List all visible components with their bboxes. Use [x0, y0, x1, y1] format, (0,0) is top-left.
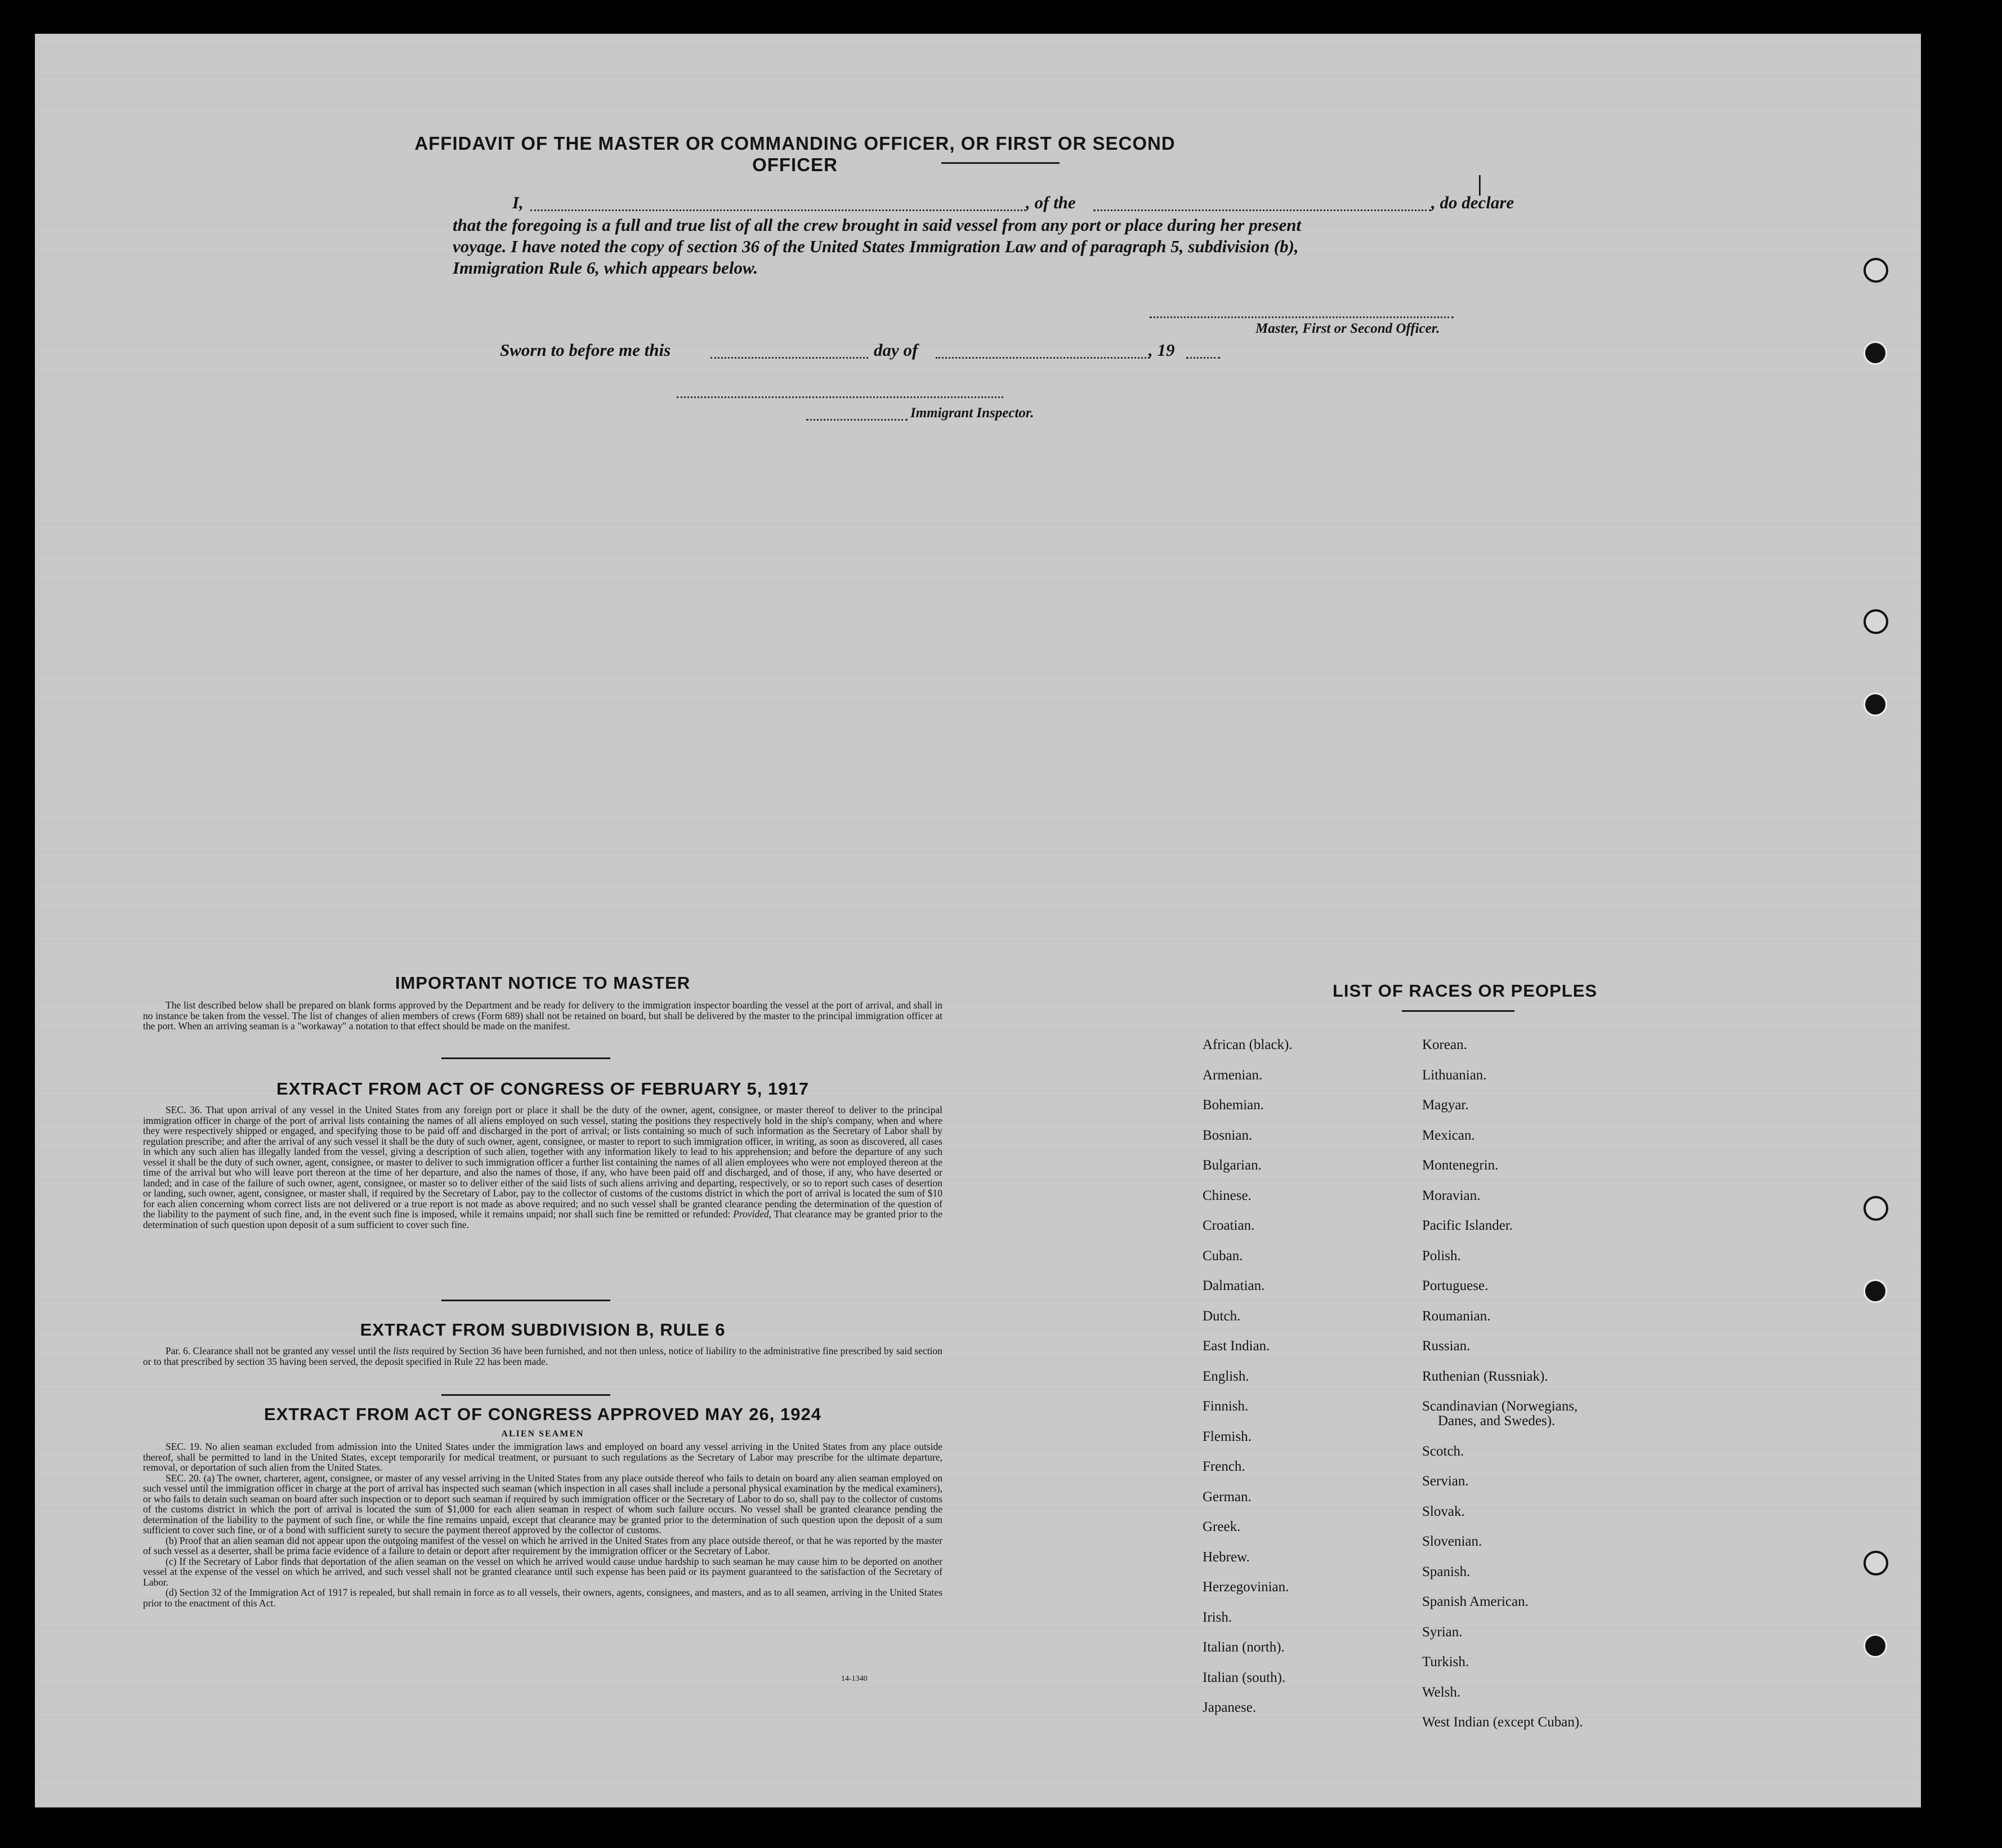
sworn-day-blank[interactable] [710, 357, 868, 359]
race-item: Greek. [1203, 1519, 1241, 1534]
race-item: Lithuanian. [1422, 1067, 1487, 1083]
race-item: Dutch. [1203, 1308, 1241, 1324]
race-item: Welsh. [1422, 1684, 1461, 1700]
races-title-rule [1402, 1010, 1514, 1012]
race-item: Irish. [1203, 1609, 1232, 1625]
punch-hole [1864, 258, 1888, 283]
inspector-signature-blank[interactable] [677, 396, 1003, 398]
race-item: Montenegrin. [1422, 1158, 1499, 1173]
race-item: Portuguese. [1422, 1278, 1489, 1293]
affidavit-line-2: voyage. I have noted the copy of section 36 of the United States Immigration Law and of paragraph 5, subdivision (b), [453, 236, 1299, 256]
race-item: Roumanian. [1422, 1308, 1491, 1324]
sworn-year-blank[interactable] [1186, 357, 1220, 359]
form-number: 14-1340 [841, 1675, 868, 1683]
alien-seamen-subtitle: ALIEN SEAMEN [501, 1429, 584, 1439]
sworn-label: Sworn to before me this [500, 340, 671, 360]
extract-1917-title: EXTRACT FROM ACT OF CONGRESS OF FEBRUARY 5, 1917 [276, 1079, 809, 1099]
extract-1917-text [143, 1105, 942, 1230]
race-item: Hebrew. [1203, 1549, 1250, 1565]
inspector-label: Immigrant Inspector. [910, 405, 1034, 421]
race-item: Scandinavian (Norwegians, [1422, 1399, 1578, 1414]
race-item: East Indian. [1203, 1338, 1270, 1354]
race-item: Bosnian. [1203, 1127, 1253, 1143]
punch-hole [1864, 693, 1887, 716]
rule-6-before: Par. 6. Clearance shall not be granted any vessel until the [166, 1345, 391, 1356]
race-item: Bulgarian. [1203, 1158, 1262, 1173]
rule-6-text [143, 1346, 942, 1367]
race-item: Polish. [1422, 1248, 1461, 1264]
manifest-page [35, 34, 1921, 1807]
sec-36-text: SEC. 36. That upon arrival of any vessel in the United States from any foreign port or place it shall be the duty of the owner, agent, consignee, or master thereof to deliver to the principal immigration officer in charge of the port of arrival lists containing the names of all aliens employed on such vessel, stating the positions they respectively hold in the ship's company, when and where they were respectively shipped or engaged, and specifying those to be paid off and discharged in the port of arrival; or lists containing so much of such information as the Secretary of Labor shall by regulation prescribe; and after the arrival of any such vessel it shall be the duty of such owner, agent, consignee, or master to report to such immigration officer, in writing, as soon as discovered, all cases in which any such alien has illegally landed from the vessel, giving a description of such alien, together with any information likely to lead to his apprehension; and before the departure of any such vessel it shall be the duty of such owner, agent, consignee, or master to deliver to such immigration officer a further list containing the names of all alien employees who were not employed thereon at the time of the arrival but who will leave port thereon at the time of her departure, and also the names of those, if any, who have been paid off and discharged, and of those, if any, who have deserted or landed; and in case of the failure of such owner, agent, consignee, or master so to deliver either of the said lists of such aliens arriving and departing, respectively, or so to report such cases of desertion or landing, such owner, agent, consignee, or master shall, if required by the Secretary of Labor, pay to the collector of customs of the customs district in which the port of arrival is located the sum of $10 for each alien concerning whom correct lists are not delivered or a true report is not made as above required; and no such vessel shall be granted clearance pending the determination of the question of the liability to the payment of such fine, and, in the event such fine is imposed, while it remains unpaid; nor shall such fine be remitted or refunded: [143, 1104, 942, 1220]
race-item: Flemish. [1203, 1429, 1252, 1444]
affidavit-title: AFFIDAVIT OF THE MASTER OR COMMANDING OFFICER, OR FIRST OR SECOND OFFICER [414, 133, 1176, 175]
proviso-word: Provided, [733, 1208, 772, 1220]
race-item: Russian. [1422, 1338, 1471, 1354]
race-item: Italian (south). [1203, 1670, 1286, 1685]
sworn-year-prefix: , 19 [1149, 340, 1175, 360]
race-item: West Indian (except Cuban). [1422, 1715, 1583, 1730]
race-item: Slovenian. [1422, 1534, 1482, 1549]
race-item: Cuban. [1203, 1248, 1243, 1264]
punch-hole [1864, 1279, 1887, 1303]
race-item: Japanese. [1203, 1700, 1257, 1715]
race-item: Mexican. [1422, 1127, 1475, 1143]
affidavit-title-rule [941, 162, 1060, 164]
race-item: Croatian. [1203, 1218, 1255, 1233]
notice-paragraph: The list described below shall be prepared on blank forms approved by the Department and be ready for delivery to the immigration inspector boarding the vessel at the port of arrival, and shall in no instance be taken from the vessel. The list of changes of alien members of crews (Form 689) shall not be retained on board, but shall be delivered by the master to the principal immigration officer at the port. When an arriving seaman is a "workaway" a notation to that effect should be made on the manifest. [143, 999, 942, 1032]
rule-6-title: EXTRACT FROM SUBDIVISION B, RULE 6 [360, 1320, 726, 1340]
notice-text [143, 1000, 942, 1032]
punch-hole [1864, 609, 1888, 634]
affidavit-line-3: Immigration Rule 6, which appears below. [453, 258, 758, 278]
race-item: German. [1203, 1489, 1252, 1505]
race-item: Spanish. [1422, 1564, 1471, 1579]
race-item: Herzegovinian. [1203, 1579, 1289, 1595]
race-item: Servian. [1422, 1474, 1469, 1489]
race-item: Ruthenian (Russniak). [1422, 1368, 1548, 1384]
sec-20d-text: (d) Section 32 of the Immigration Act of 1917 is repealed, but shall remain in force as to all vessels, their owners, agents, consignees, and masters, and as to all seamen, arriving in the United States prior to the enactment of this Act. [143, 1587, 942, 1609]
sec-20b-text: (b) Proof that an alien seaman did not appear upon the outgoing manifest of the vessel on which he arrived in the United States from any place outside thereof, or that he was reported by the master of such vessel as a deserter, shall be prima facie evidence of a failure to detain or deport after requirement by the immigration officer or the Secretary of Labor. [143, 1534, 942, 1556]
race-item: Spanish American. [1422, 1594, 1529, 1609]
affidavit-i-label: I, [512, 193, 524, 212]
inspector-name-blank[interactable] [806, 419, 908, 421]
race-item: Korean. [1422, 1037, 1467, 1052]
affidavit-name-blank[interactable] [530, 209, 1026, 211]
punch-hole [1864, 1634, 1887, 1658]
sworn-month-blank[interactable] [936, 357, 1150, 359]
punch-hole [1864, 1196, 1888, 1221]
race-item: Bohemian. [1203, 1097, 1264, 1113]
punch-hole [1864, 341, 1887, 365]
race-item: Moravian. [1422, 1188, 1481, 1203]
race-item: Syrian. [1422, 1624, 1463, 1640]
sec-20a-text: SEC. 20. (a) The owner, charterer, agent, consignee, or master of any vessel arriving in the United States from any place outside thereof who fails to detain on board any alien seaman employed on such vessel until the immigration officer in charge at the port of arrival has inspected such seaman (which inspection in all cases shall include a personal physical examination by the medical examiners), or who fails to detain such seaman on board after such inspection or to deport such seaman if required by such immigration officer or the Secretary of Labor to do so, shall pay to the collector of customs of the customs district in which the port of arrival is located the sum of $1,000 for each alien seaman in respect of whom such failure occurs. No vessel shall be granted clearance pending the determination of the liability to the payment of such fine, or while the fine remains unpaid, except that clearance may be granted prior to the determination of such question upon the deposit of a sum sufficient to cover such fine, or of a bond with sufficient surety to secure the payment thereof approved by the collector of customs. [143, 1472, 942, 1535]
sec-19-text: SEC. 19. No alien seaman excluded from admission into the United States under the immigration laws and employed on board any vessel arriving in the United States from any place outside thereof, shall be permitted to land in the United States, except temporarily for medical treatment, or pursuant to such regulations as the Secretary of Labor may prescribe for the ultimate departure, removal, or deportation of such alien from the United States. [143, 1441, 942, 1473]
race-item: English. [1203, 1368, 1249, 1384]
race-item: Slovak. [1422, 1503, 1465, 1519]
master-signature-blank[interactable] [1150, 316, 1454, 318]
race-item: Armenian. [1203, 1067, 1263, 1083]
race-item: Magyar. [1422, 1097, 1469, 1113]
race-item: French. [1203, 1459, 1245, 1474]
race-item: Dalmatian. [1203, 1278, 1265, 1293]
races-title: LIST OF RACES OR PEOPLES [1332, 981, 1598, 1001]
race-item: African (black). [1203, 1037, 1293, 1052]
affidavit-do-declare: , do declare [1431, 193, 1514, 212]
proviso-text: That clearance may be granted prior to the determination of such question upon deposit of a sum sufficient to cover such fine. [143, 1208, 942, 1230]
affidavit-vessel-blank[interactable] [1093, 209, 1431, 211]
notice-title: IMPORTANT NOTICE TO MASTER [395, 973, 691, 993]
race-item: Chinese. [1203, 1188, 1252, 1203]
notice-rule [441, 1057, 610, 1059]
sworn-day-of: day of [874, 340, 918, 360]
affidavit-line-1: that the foregoing is a full and true list of all the crew brought in said vessel from any port or place during her present [453, 215, 1302, 235]
race-item: Turkish. [1422, 1654, 1469, 1670]
punch-hole [1864, 1551, 1888, 1575]
rule-6-lists: lists [393, 1345, 409, 1356]
race-item: Italian (north). [1203, 1640, 1285, 1655]
race-item: Pacific Islander. [1422, 1218, 1513, 1233]
margin-mark: | [1477, 171, 1482, 196]
extract-1917-rule [441, 1300, 610, 1301]
rule-6-rule [441, 1394, 610, 1396]
affidavit-of-the: , of the [1026, 193, 1076, 212]
extract-1924-text [143, 1441, 942, 1608]
sec-20c-text: (c) If the Secretary of Labor finds that deportation of the alien seaman on the vessel on which he arrived would cause undue hardship to such seaman he may cause him to be deported on another vessel at the expense of the vessel on which he arrived, and such vessel shall not be granted clearance until such expense has been paid or its payment guaranteed to the satisfaction of the Secretary of Labor. [143, 1555, 942, 1588]
race-item: Scotch. [1422, 1443, 1464, 1459]
master-signature-label: Master, First or Second Officer. [1255, 321, 1440, 336]
extract-1924-title: EXTRACT FROM ACT OF CONGRESS APPROVED MAY 26, 1924 [264, 1404, 821, 1424]
race-item: Finnish. [1203, 1399, 1249, 1414]
race-item: Danes, and Swedes). [1438, 1413, 1556, 1429]
rule-6-after: required by Section 36 have been furnished, and not then unless, notice of liability to the administrative fine prescribed by said section or to that prescribed by section 35 having been served, the deposit specified in Rule 22 has been made. [143, 1345, 943, 1367]
